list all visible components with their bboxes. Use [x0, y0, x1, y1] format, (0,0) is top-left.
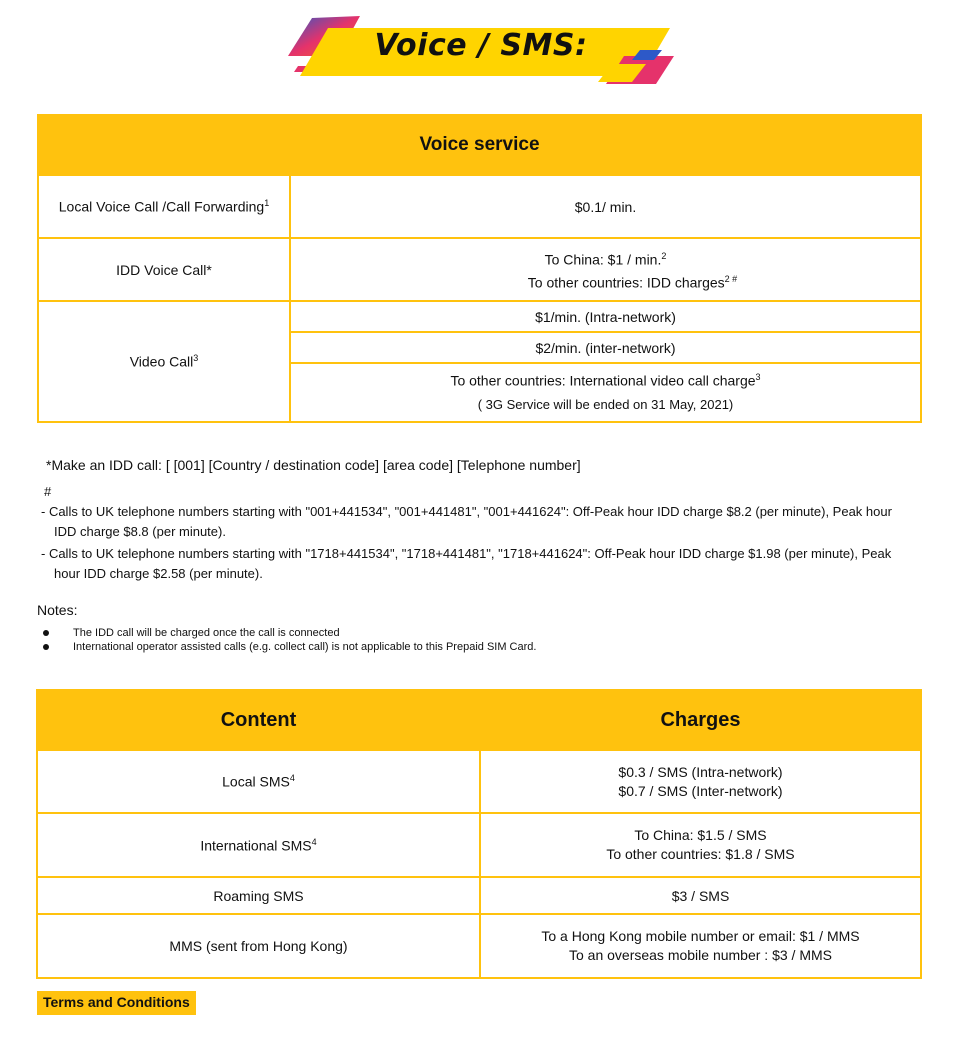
- list-item: The IDD call will be charged once the call is connected: [37, 626, 737, 640]
- local-sms-label: Local SMS$^4$: [37, 750, 480, 813]
- idd-howto: *Make an IDD call: [ [001] [Country / destination code] [area code] [Telephone number]: [46, 457, 581, 473]
- terms-and-conditions-link[interactable]: Terms and Conditions: [37, 991, 196, 1015]
- banner-title: Voice / SMS:: [374, 28, 588, 63]
- table-row: [37, 750, 921, 813]
- list-item: International operator assisted calls (e.g. collect call) is not applicable to this Prepaid SIM Card.: [37, 640, 737, 654]
- bullet-icon: [43, 644, 49, 650]
- idd-voice-rate: To China: $1 / min.$^2$ To other countries: IDD charges$^{2 \#}$: [290, 238, 921, 301]
- video-intra-rate: $1/min. (Intra-network): [290, 301, 921, 332]
- intl-sms-rate: To China: $1.5 / SMS To other countries: $1.8 / SMS: [480, 813, 921, 877]
- bullet-icon: [43, 630, 49, 636]
- content-column-header: Content: [37, 690, 480, 750]
- voice-service-table: [37, 114, 922, 423]
- table-row: [37, 877, 921, 914]
- video-intl-rate: To other countries: International video call charge$^3$ ( 3G Service will be ended on 31 May, 2021): [290, 363, 921, 422]
- uk-note-2: - Calls to UK telephone numbers starting with "1718+441534", "1718+441481", "1718+441624": Off-Peak hour IDD charge $1.98 (per minute), Peak hour IDD charge $2.58 (per minute).: [41, 546, 892, 581]
- local-voice-rate: $0.1/ min.: [290, 175, 921, 238]
- voice-sms-banner: [286, 14, 676, 88]
- idd-voice-label: IDD Voice Call*: [38, 238, 290, 301]
- table-row: [38, 175, 921, 238]
- 3g-service-note: ( 3G Service will be ended on 31 May, 2021): [477, 397, 734, 413]
- notes-title: Notes:: [37, 602, 78, 618]
- local-sms-rate: $0.3 / SMS (Intra-network) $0.7 / SMS (Inter-network): [480, 750, 921, 813]
- sms-table: [36, 689, 922, 979]
- table-row: [38, 301, 921, 332]
- mms-rate: To a Hong Kong mobile number or email: $1 / MMS To an overseas mobile number : $3 / MMS: [480, 914, 921, 978]
- table-row: [38, 238, 921, 301]
- notes-list: [37, 626, 737, 654]
- local-voice-label: Local Voice Call /Call Forwarding$^1$: [38, 175, 290, 238]
- table-row: [37, 914, 921, 978]
- table-row: [37, 813, 921, 877]
- roaming-sms-rate: $3 / SMS: [480, 877, 921, 914]
- intl-sms-label: International SMS$^4$: [37, 813, 480, 877]
- voice-service-header: Voice service: [38, 115, 921, 175]
- video-call-label: Video Call$^3$: [38, 301, 290, 422]
- charges-column-header: Charges: [480, 690, 921, 750]
- mms-label: MMS (sent from Hong Kong): [37, 914, 480, 978]
- uk-note-1: - Calls to UK telephone numbers starting with "001+441534", "001+441481", "001+441624": Off-Peak hour IDD charge $8.2 (per minute), Peak hour IDD charge $8.8 (per minute).: [41, 504, 892, 539]
- hash-marker: #: [44, 484, 52, 499]
- video-inter-rate: $2/min. (inter-network): [290, 332, 921, 363]
- roaming-sms-label: Roaming SMS: [37, 877, 480, 914]
